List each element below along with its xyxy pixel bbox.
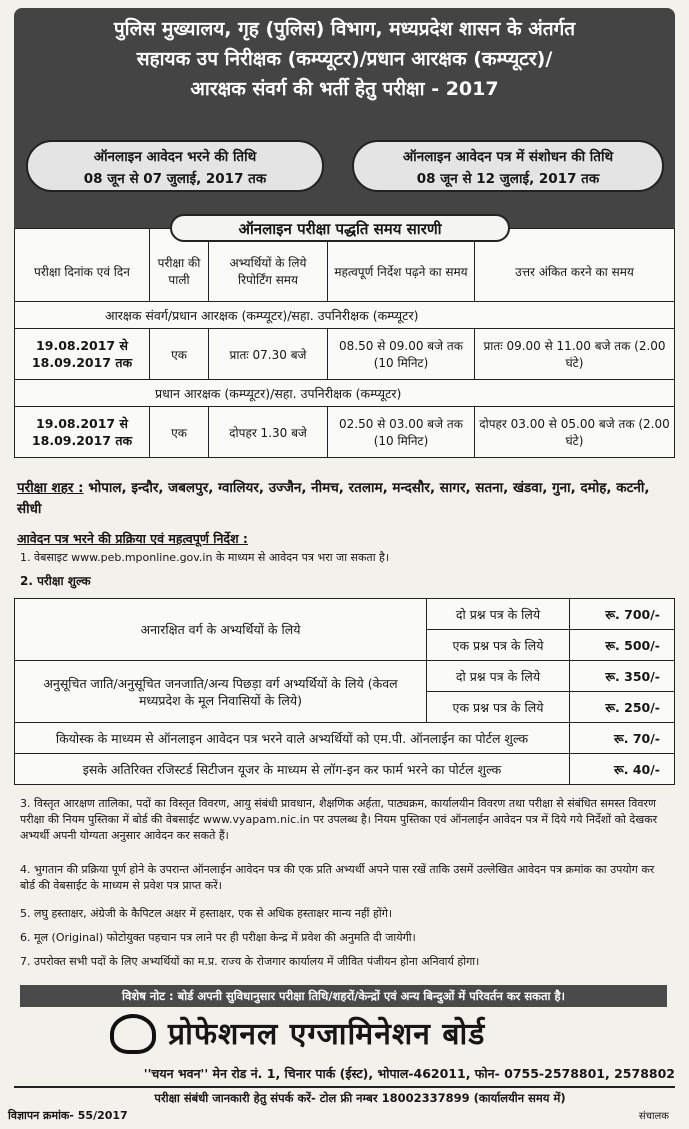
cell-shift: एक — [150, 407, 209, 458]
instruction-item-7: 7. उपरोक्त सभी पदों के लिए अभ्यर्थियों का म.प्र. राज्य के रोजगार कार्यालय में जीवित पंजीयन होना अनिवार्य होगा। — [20, 955, 480, 968]
cell-reporting: प्रातः 07.30 बजे — [209, 329, 328, 380]
exam-cities — [17, 478, 667, 520]
fee-amount: रू. 250/- — [570, 692, 675, 723]
col-shift: परीक्षा की पाली — [150, 229, 209, 302]
fee-kiosk: कियोस्क के माध्यम से ऑनलाइन आवेदन पत्र भरने वाले अभ्यर्थियों को एम.पी. ऑनलाईन का पोर्टल शुल्क — [15, 723, 570, 754]
procedure-title: आवेदन पत्र भरने की प्रक्रिया एवं महत्वपूर्ण निर्देश : — [17, 531, 248, 546]
exam-schedule-table — [14, 228, 675, 458]
page-title — [14, 14, 675, 104]
divider — [14, 1086, 675, 1088]
fee-amount: रू. 40/- — [570, 754, 675, 785]
fee-paper-type: एक प्रश्न पत्र के लिये — [427, 630, 570, 661]
col-answer: उत्तर अंकित करने का समय — [475, 229, 675, 302]
board-name: प्रोफेशनल एग्जामिनेशन बोर्ड — [168, 1017, 486, 1052]
board-address: ''चयन भवन'' मेन रोड नं. 1, चिनार पार्क (ईस्ट), भोपाल-462011, फोन- 0755-2578801, 2578802 — [143, 1066, 675, 1081]
board-logo-icon — [110, 1014, 156, 1054]
cell-answer: दोपहर 03.00 से 05.00 बजे तक (2.00 घंटे) — [475, 407, 675, 458]
title-line-2: सहायक उप निरीक्षक (कम्प्यूटर)/प्रधान आरक्षक (कम्प्यूटर)/ — [136, 48, 553, 70]
schedule-caption: ऑनलाइन परीक्षा पद्धति समय सारणी — [170, 214, 510, 242]
section-heading: आरक्षक संवर्ग/प्रधान आरक्षक (कम्प्यूटर)/सहा. उपनिरीक्षक (कम्प्यूटर) — [15, 302, 675, 329]
instruction-item-6: 6. मूल (Original) फोटोयुक्त पहचान पत्र लाने पर ही परीक्षा केन्द्र में प्रवेश की अनुमति दी जायेगी। — [20, 931, 416, 944]
section-heading: प्रधान आरक्षक (कम्प्यूटर)/सहा. उपनिरीक्षक (कम्प्यूटर) — [15, 380, 675, 407]
col-instructions: महत्वपूर्ण निर्देश पढ़ने का समय — [328, 229, 475, 302]
table-row — [15, 661, 675, 692]
table-row — [15, 599, 675, 630]
table-row — [15, 754, 675, 785]
fee-amount: रू. 500/- — [570, 630, 675, 661]
correction-dates-box — [352, 140, 664, 192]
cell-instructions: 08.50 से 09.00 बजे तक (10 मिनिट) — [328, 329, 475, 380]
cell-answer: प्रातः 09.00 से 11.00 बजे तक (2.00 घंटे) — [475, 329, 675, 380]
instruction-item-5: 5. लघु हस्ताक्षर, अंग्रेजी के कैपिटल अक्षर में हस्ताक्षर, एक से अधिक हस्ताक्षर मान्य नहीं होंगे। — [20, 907, 393, 920]
cell-shift: एक — [150, 329, 209, 380]
fee-table — [14, 598, 675, 785]
fee-amount: रू. 350/- — [570, 661, 675, 692]
cell-instructions: 02.50 से 03.00 बजे तक (10 मिनिट) — [328, 407, 475, 458]
cell-date: 19.08.2017 से 18.09.2017 तक — [15, 407, 150, 458]
ad-number: विज्ञापन क्रमांक- 55/2017 — [8, 1109, 128, 1122]
table-row — [15, 723, 675, 754]
instruction-item-1: 1. वेबसाइट www.peb.mponline.gov.in के माध्यम से आवेदन पत्र भरा जा सकता है। — [20, 551, 390, 564]
table-row — [15, 407, 675, 458]
col-reporting: अभ्यर्थियों के लिये रिपोर्टिंग समय — [209, 229, 328, 302]
exam-cities-label: परीक्षा शहर : — [17, 480, 84, 496]
instruction-item-3: 3. विस्तृत आरक्षण तालिका, पदों का विस्तृत विवरण, आयु संबंधी प्रावधान, शैक्षणिक अर्हता, पाठ्यक्रम, कार्यालयीन विवरण तथा परीक्षा से संबंधित समस्त विवरण परीक्षा की नियम पुस्तिका में बोर्ड की वेबसाईट www.vyapam.nic.in पर उपलब्ध है। नियम पुस्तिका एवं ऑनलाईन आवेदन पत्र में दिये गये निर्देशों को देखकर अभ्यर्थी अपनी योग्यता अनुसार आवेदन कर सकते हैं। — [20, 797, 658, 842]
fee-paper-type: दो प्रश्न पत्र के लिये — [427, 661, 570, 692]
fee-amount: रू. 700/- — [570, 599, 675, 630]
application-dates-box — [26, 140, 324, 192]
title-line-1: पुलिस मुख्यालय, गृह (पुलिस) विभाग, मध्यप्रदेश शासन के अंतर्गत — [113, 18, 576, 40]
correction-dates-value: 08 जून से 12 जुलाई, 2017 तक — [416, 171, 600, 187]
fee-group-reserved: अनुसूचित जाति/अनुसूचित जनजाति/अन्य पिछड़ा वर्ग अभ्यर्थियों के लिये (केवल मध्यप्रदेश के मूल निवासियों के लिये) — [15, 661, 427, 723]
table-row — [15, 329, 675, 380]
fee-citizen: इसके अतिरिक्त रजिस्टर्ड सिटीजन यूजर के माध्यम से लॉग-इन कर फार्म भरने का पोर्टल शुल्क — [15, 754, 570, 785]
cell-date: 19.08.2017 से 18.09.2017 तक — [15, 329, 150, 380]
application-dates-value: 08 जून से 07 जुलाई, 2017 तक — [83, 171, 267, 187]
fee-group-unreserved: अनारक्षित वर्ग के अभ्यर्थियों के लिये — [15, 599, 427, 661]
signatory: संचालक — [638, 1111, 669, 1122]
fee-paper-type: एक प्रश्न पत्र के लिये — [427, 692, 570, 723]
fee-amount: रू. 70/- — [570, 723, 675, 754]
instruction-item-4: 4. भुगतान की प्रक्रिया पूर्ण होने के उपरान्त ऑनलाईन आवेदन पत्र की एक प्रति अभ्यर्थी अपने पास रखें ताकि उसमें उल्लेखित आवेदन पत्र क्रमांक का उपयोग कर बोर्ड की वेबसाईट के माध्यम से प्रवेश पत्र प्राप्त करें। — [20, 863, 655, 892]
cell-reporting: दोपहर 1.30 बजे — [209, 407, 328, 458]
exam-cities-list: भोपाल, इन्दौर, जबलपुर, ग्वालियर, उज्जैन, नीमच, रतलाम, मन्दसौर, सागर, सतना, खंडवा, गुना, दमोह, कटनी, सीधी — [17, 480, 650, 517]
special-note: विशेष नोट : बोर्ड अपनी सुविधानुसार परीक्षा तिथि/शहरों/केन्द्रों एवं अन्य बिन्दुओं में परिवर्तन कर सकता है। — [20, 985, 667, 1007]
title-line-3: आरक्षक संवर्ग की भर्ती हेतु परीक्षा - 2017 — [190, 78, 499, 100]
col-date: परीक्षा दिनांक एवं दिन — [15, 229, 150, 302]
fee-paper-type: दो प्रश्न पत्र के लिये — [427, 599, 570, 630]
contact-info: परीक्षा संबंधी जानकारी हेतु संपर्क करें- टोल फ्री नम्बर 18002337899 (कार्यालयीन समय में) — [154, 1091, 566, 1105]
instruction-item-2: 2. परीक्षा शुल्क — [20, 574, 91, 588]
correction-dates-label: ऑनलाइन आवेदन पत्र में संशोधन की तिथि — [402, 149, 614, 165]
application-dates-label: ऑनलाइन आवेदन भरने की तिथि — [93, 149, 257, 165]
